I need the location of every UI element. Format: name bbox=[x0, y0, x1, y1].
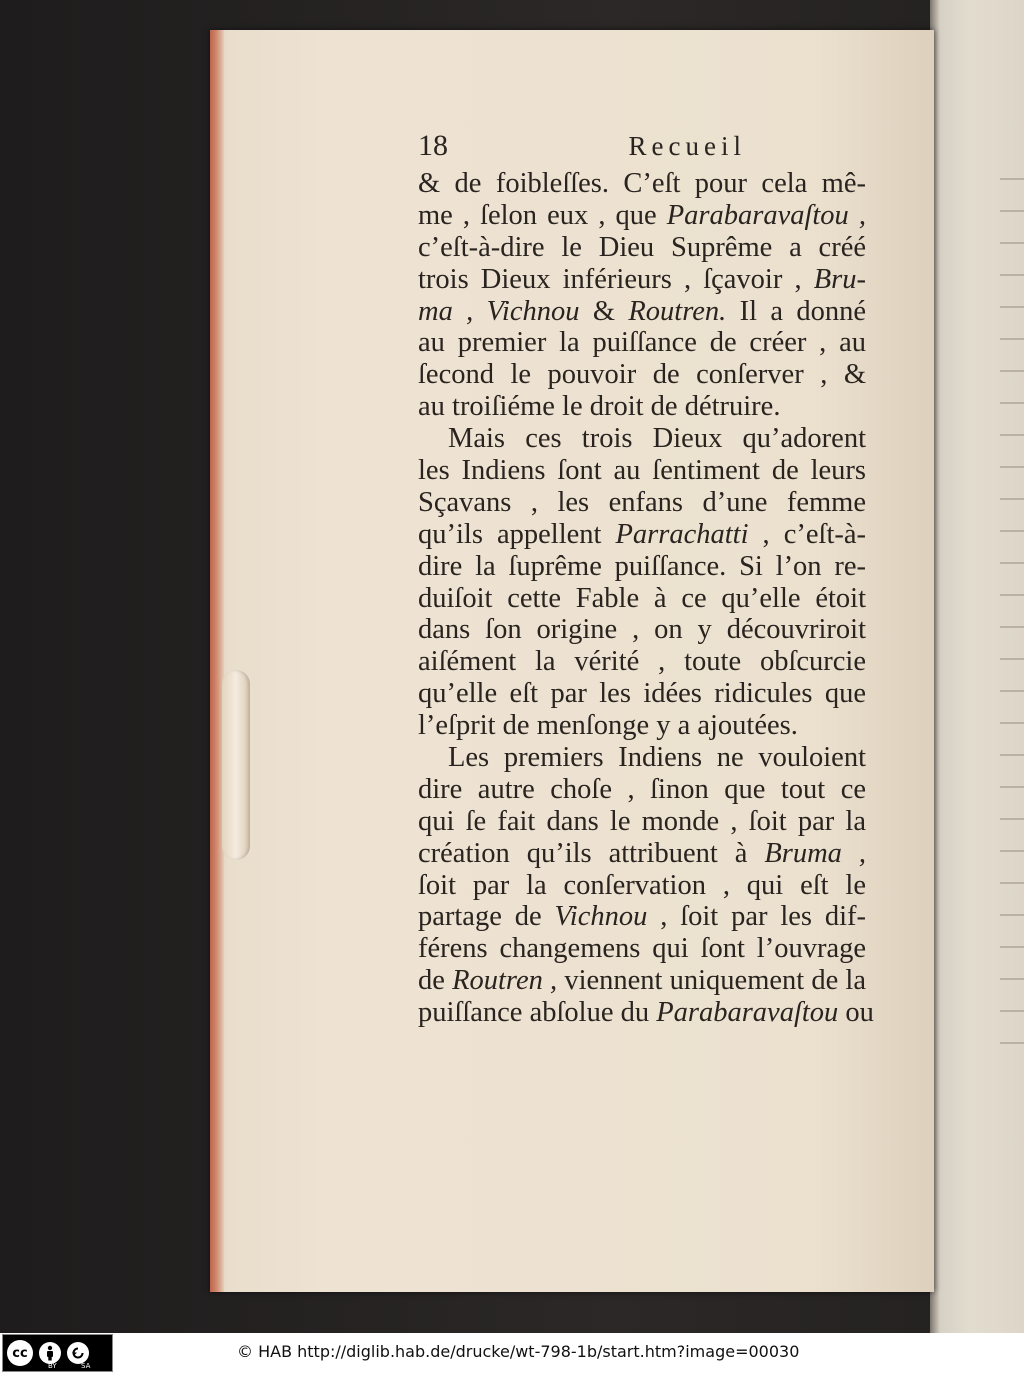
italic-text: Routren. bbox=[628, 295, 727, 327]
text-line bbox=[418, 742, 866, 774]
italic-text: ma , Vichnou bbox=[418, 295, 580, 327]
text-run: Mais ces trois Dieux qu’adorent bbox=[448, 423, 866, 455]
text-line bbox=[418, 455, 866, 487]
text-line bbox=[418, 710, 866, 742]
text-line bbox=[418, 614, 866, 646]
text-run: férens changemens qui ſont l’ouvrage bbox=[418, 933, 866, 965]
text-line bbox=[418, 296, 866, 328]
italic-text: Parrachatti bbox=[615, 518, 749, 550]
italic-text: Parabaravaſtou bbox=[656, 997, 839, 1029]
creative-commons-by-sa-icon[interactable] bbox=[2, 1334, 113, 1372]
footer-bar bbox=[0, 1333, 1024, 1373]
text-run: Les premiers Indiens ne vouloient bbox=[448, 742, 866, 774]
text-run: ſecond le pouvoir de conſerver , & bbox=[418, 359, 866, 391]
text-line bbox=[418, 423, 866, 455]
running-head bbox=[418, 130, 866, 168]
text-run: ou bbox=[838, 997, 874, 1029]
text-line bbox=[418, 774, 866, 806]
text-line bbox=[418, 359, 866, 391]
text-line bbox=[418, 487, 866, 519]
text-run: au premier la puiſſance de créer , au bbox=[418, 327, 866, 359]
text-line bbox=[418, 168, 866, 200]
text-run: dire autre choſe , ſinon que tout ce bbox=[418, 773, 866, 805]
text-run: & de foibleſſes. C’eſt pour cela mê- bbox=[418, 168, 866, 199]
text-line bbox=[418, 901, 866, 933]
italic-text: Vichnou bbox=[554, 901, 648, 933]
text-run: aiſément la vérité , toute obſcurcie bbox=[418, 646, 866, 678]
text-line bbox=[418, 678, 866, 710]
text-line bbox=[418, 519, 866, 551]
credit-link[interactable]: © HAB http://diglib.hab.de/drucke/wt-798-1b/start.htm?image=00030 bbox=[237, 1342, 800, 1361]
sa-label: SA bbox=[81, 1362, 91, 1370]
text-block bbox=[418, 129, 874, 1029]
text-run: trois Dieux inférieurs , ſçavoir , bbox=[418, 263, 814, 295]
by-icon bbox=[39, 1342, 61, 1364]
text-run: dire la ſuprême puiſſance. Si l’on re- bbox=[418, 550, 866, 582]
text-line bbox=[418, 933, 866, 965]
text-run: , ſoit par les dif- bbox=[647, 901, 866, 933]
text-line bbox=[418, 583, 866, 615]
italic-text: Parabaravaſtou , bbox=[666, 199, 866, 231]
italic-text: Bru- bbox=[813, 263, 866, 295]
running-head-title: Recueil bbox=[628, 131, 746, 161]
facing-page-text-bleed bbox=[1000, 160, 1024, 1060]
text-line bbox=[418, 264, 866, 296]
text-line bbox=[418, 870, 866, 902]
text-run: me , ſelon eux , que bbox=[418, 199, 667, 231]
red-page-edge bbox=[210, 30, 224, 1292]
text-run: , c’eſt-à- bbox=[748, 518, 866, 550]
text-line bbox=[418, 232, 866, 264]
text-run: qu’ils appellent bbox=[418, 518, 616, 550]
text-line bbox=[418, 327, 866, 359]
text-line bbox=[418, 551, 866, 583]
text-run: qu’elle eſt par les idées ridicules que bbox=[418, 678, 866, 710]
text-run: partage de bbox=[418, 901, 555, 933]
text-run: qui ſe fait dans le monde , ſoit par la bbox=[418, 805, 866, 837]
text-run: les Indiens ſont au ſentiment de leurs bbox=[418, 455, 866, 487]
text-run: Il a donné bbox=[726, 295, 866, 327]
text-run: dans ſon origine , on y découvriroit bbox=[418, 614, 866, 646]
italic-text: Bruma , bbox=[764, 837, 866, 869]
body-text bbox=[418, 168, 874, 1029]
text-run: ſoit par la conſervation , qui eſt le bbox=[418, 869, 866, 901]
text-run: puiſſance abſolue du bbox=[418, 997, 657, 1029]
text-run: de bbox=[418, 965, 453, 997]
text-run: duiſoit cette Fable à ce qu’elle étoit bbox=[418, 582, 866, 614]
text-line bbox=[418, 200, 866, 232]
text-run: & bbox=[579, 295, 629, 327]
text-run: création qu’ils attribuent à bbox=[418, 837, 765, 869]
text-line bbox=[418, 838, 866, 870]
cc-icon: cc bbox=[7, 1340, 33, 1366]
text-run: c’eſt-à-dire le Dieu Suprême a créé bbox=[418, 231, 866, 263]
facing-page-edge bbox=[930, 0, 1024, 1333]
text-run: Sçavans , les enfans d’une femme bbox=[418, 486, 866, 518]
text-line bbox=[418, 997, 874, 1029]
text-line bbox=[418, 646, 866, 678]
text-run: viennent uniquement de la bbox=[557, 965, 866, 997]
italic-text: Routren , bbox=[452, 965, 558, 997]
book-page bbox=[210, 30, 934, 1292]
text-line bbox=[418, 965, 866, 997]
text-run: au troiſiéme le droit de détruire. bbox=[418, 391, 781, 423]
page-number: 18 bbox=[418, 129, 448, 162]
text-line bbox=[418, 806, 866, 838]
paper-fold bbox=[222, 670, 250, 860]
text-run: l’eſprit de menſonge y a ajoutées. bbox=[418, 710, 798, 742]
by-label: BY bbox=[48, 1362, 57, 1370]
text-line bbox=[418, 391, 866, 423]
share-alike-icon bbox=[67, 1342, 89, 1364]
